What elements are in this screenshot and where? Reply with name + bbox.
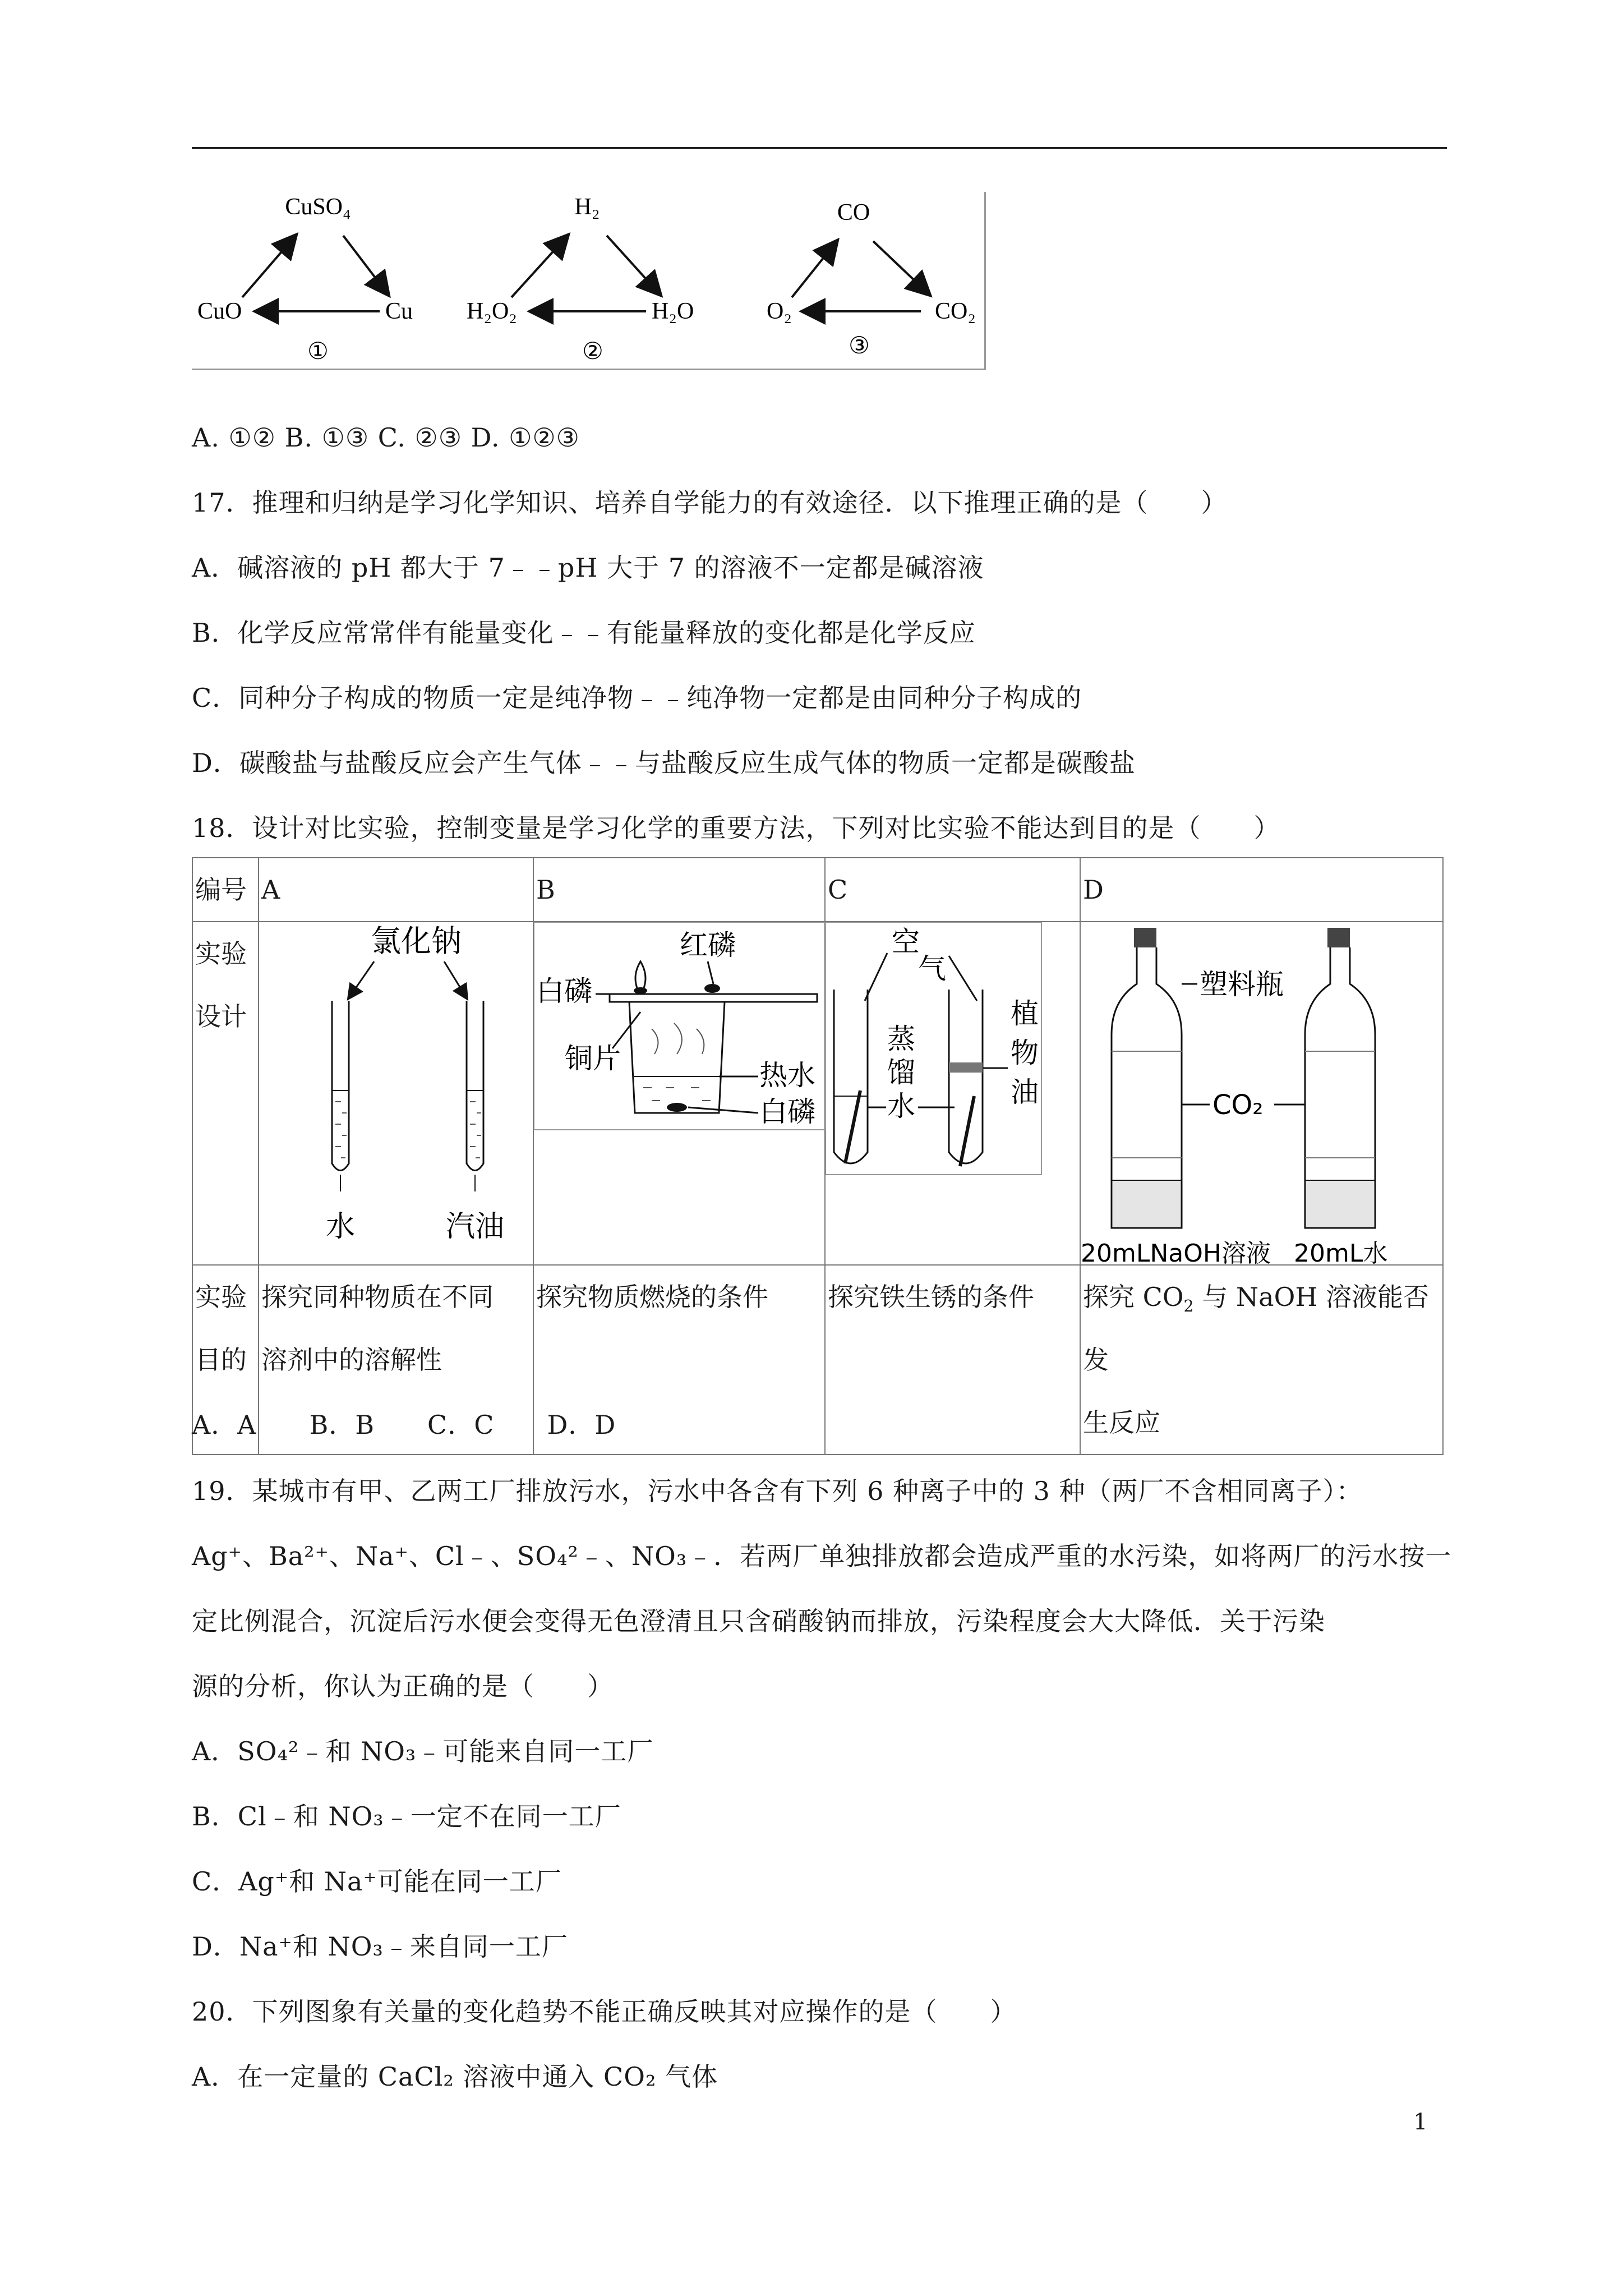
- purpose-label-2: 目的: [195, 1345, 247, 1375]
- fig-c-dist-3: 水: [887, 1090, 915, 1122]
- q17-stem: 17．推理和归纳是学习化学知识、培养自学能力的有效途径．以下推理正确的是（ ）: [192, 487, 1228, 518]
- q20-option-a: A．在一定量的 CaCl₂ 溶液中通入 CO₂ 气体: [192, 2062, 718, 2092]
- reaction-triangles: [192, 185, 986, 370]
- tri1-right: Cu: [385, 298, 413, 324]
- header-b: B: [533, 858, 825, 922]
- fig-d-right: 20mL水: [1294, 1239, 1388, 1264]
- figure-b-svg: [534, 922, 826, 1264]
- purpose-label-1: 实验: [195, 1282, 247, 1312]
- fig-a-left: 水: [325, 1210, 356, 1244]
- fig-b-red-p: 红磷: [680, 929, 736, 961]
- tri1-num: ①: [307, 339, 329, 365]
- q18-options: A．A B．B C．C D．D: [192, 1410, 616, 1440]
- triangle-1: [197, 194, 413, 365]
- fig-c-oil-1: 植: [1011, 997, 1039, 1030]
- fig-a-right: 汽油: [445, 1210, 505, 1244]
- purpose-b: 探究物质燃烧的条件: [533, 1265, 825, 1455]
- q19-line-4: 源的分析，你认为正确的是（ ）: [192, 1671, 614, 1701]
- fig-a-top: 氯化钠: [371, 923, 462, 959]
- design-label-2: 设计: [195, 1001, 247, 1032]
- fig-b-white-p-bottom: 白磷: [759, 1096, 815, 1128]
- fig-c-oil-3: 油: [1011, 1076, 1039, 1108]
- header-d: D: [1080, 858, 1443, 922]
- tri3-right: CO₂: [935, 298, 976, 324]
- tri2-num: ②: [582, 339, 603, 365]
- figure-a-svg: [259, 922, 534, 1264]
- q20-stem: 20．下列图象有关量的变化趋势不能正确反映其对应操作的是（ ）: [192, 1996, 1017, 2027]
- q19-line-3: 定比例混合，沉淀后污水便会变得无色澄清且只含硝酸钠而排放，污染程度会大大降低．关于污染: [192, 1606, 1325, 1636]
- purpose-d-sub: 2: [1183, 1297, 1194, 1316]
- purpose-d: [1080, 1265, 1443, 1455]
- header-rule: [192, 147, 1447, 149]
- header-label: 编号: [192, 858, 259, 922]
- q19-option-b: B．Cl﹣和 NO₃﹣一定不在同一工厂: [192, 1801, 621, 1832]
- q17-option-d: D．碳酸盐与盐酸反应会产生气体﹣﹣与盐酸反应生成气体的物质一定都是碳酸盐: [192, 748, 1136, 778]
- purpose-a-1: 探究同种物质在不同: [261, 1282, 494, 1312]
- q19-option-c: C．Ag⁺和 Na⁺可能在同一工厂: [192, 1866, 562, 1897]
- figure-d: [1080, 922, 1443, 1265]
- tri1-top: CuSO₄: [285, 194, 351, 220]
- purpose-d-post: 与 NaOH 溶液能否发: [1083, 1282, 1430, 1375]
- purpose-d-2: 生反应: [1083, 1407, 1160, 1438]
- header-c: C: [825, 858, 1080, 922]
- header-a: A: [259, 858, 533, 922]
- fig-c-air-2: 气: [918, 953, 946, 985]
- purpose-d-1: [1083, 1266, 1440, 1391]
- fig-b-hot-water: 热水: [759, 1059, 815, 1092]
- table-design-row: [192, 922, 1443, 1265]
- figure-b: [533, 922, 825, 1265]
- triangle-3: [767, 200, 976, 359]
- experiment-table: [192, 857, 1444, 1455]
- q17-option-c: C．同种分子构成的物质一定是纯净物﹣﹣纯净物一定都是由同种分子构成的: [192, 683, 1082, 713]
- purpose-a-2: 溶剂中的溶解性: [261, 1345, 442, 1375]
- tri2-top: H₂: [574, 194, 600, 220]
- tri3-left: O₂: [767, 298, 792, 324]
- q16-options: A. ①② B. ①③ C. ②③ D. ①②③: [192, 422, 580, 453]
- fig-d-left: 20mLNaOH溶液: [1081, 1239, 1271, 1264]
- fig-c-oil-2: 物: [1011, 1037, 1039, 1069]
- tri3-top: CO: [837, 200, 870, 226]
- tri2-left: H₂O₂: [467, 298, 517, 324]
- figure-c-svg: [826, 922, 1081, 1264]
- fig-c-dist-1: 蒸: [887, 1023, 915, 1055]
- table-header-row: [192, 858, 1443, 922]
- q17-option-a: A．碱溶液的 pH 都大于 7﹣﹣pH 大于 7 的溶液不一定都是碱溶液: [192, 553, 984, 583]
- q17-option-b: B．化学反应常常伴有能量变化﹣﹣有能量释放的变化都是化学反应: [192, 618, 976, 648]
- fig-d-gas: CO₂: [1212, 1089, 1264, 1121]
- q19-line-1: 19．某城市有甲、乙两工厂排放污水，污水中各含有下列 6 种离子中的 3 种（两厂不含相同离子）：: [192, 1476, 1363, 1506]
- figure-c: [825, 922, 1080, 1265]
- fig-c-air-1: 空: [892, 926, 920, 958]
- figure-d-svg: [1081, 922, 1444, 1264]
- figure-a: [259, 922, 533, 1265]
- fig-c-dist-2: 馏: [887, 1056, 915, 1089]
- tri2-right: H₂O: [652, 298, 694, 324]
- triangle-2: [467, 194, 694, 365]
- design-label: [192, 922, 259, 1265]
- q19-line-2: Ag⁺、Ba²⁺、Na⁺、Cl﹣、SO₄²﹣、NO₃﹣．若两厂单独排放都会造成严重的水污染，如将两厂的污水按一: [192, 1541, 1452, 1571]
- tri1-left: CuO: [197, 298, 242, 324]
- q19-option-a: A．SO₄²﹣和 NO₃﹣可能来自同一工厂: [192, 1736, 654, 1766]
- page-number: 1: [1413, 2109, 1428, 2135]
- fig-b-white-p-top: 白磷: [536, 975, 592, 1007]
- q18-stem: 18．设计对比实验，控制变量是学习化学的重要方法，下列对比实验不能达到目的是（ ）: [192, 813, 1280, 843]
- purpose-c: 探究铁生锈的条件: [825, 1265, 1080, 1455]
- fig-b-copper: 铜片: [565, 1042, 621, 1075]
- design-label-1: 实验: [195, 938, 247, 969]
- q19-option-d: D．Na⁺和 NO₃﹣来自同一工厂: [192, 1931, 568, 1962]
- tri3-num: ③: [849, 333, 870, 359]
- purpose-d-pre: 探究 CO: [1083, 1282, 1184, 1312]
- fig-d-bottle: 塑料瓶: [1200, 968, 1284, 1001]
